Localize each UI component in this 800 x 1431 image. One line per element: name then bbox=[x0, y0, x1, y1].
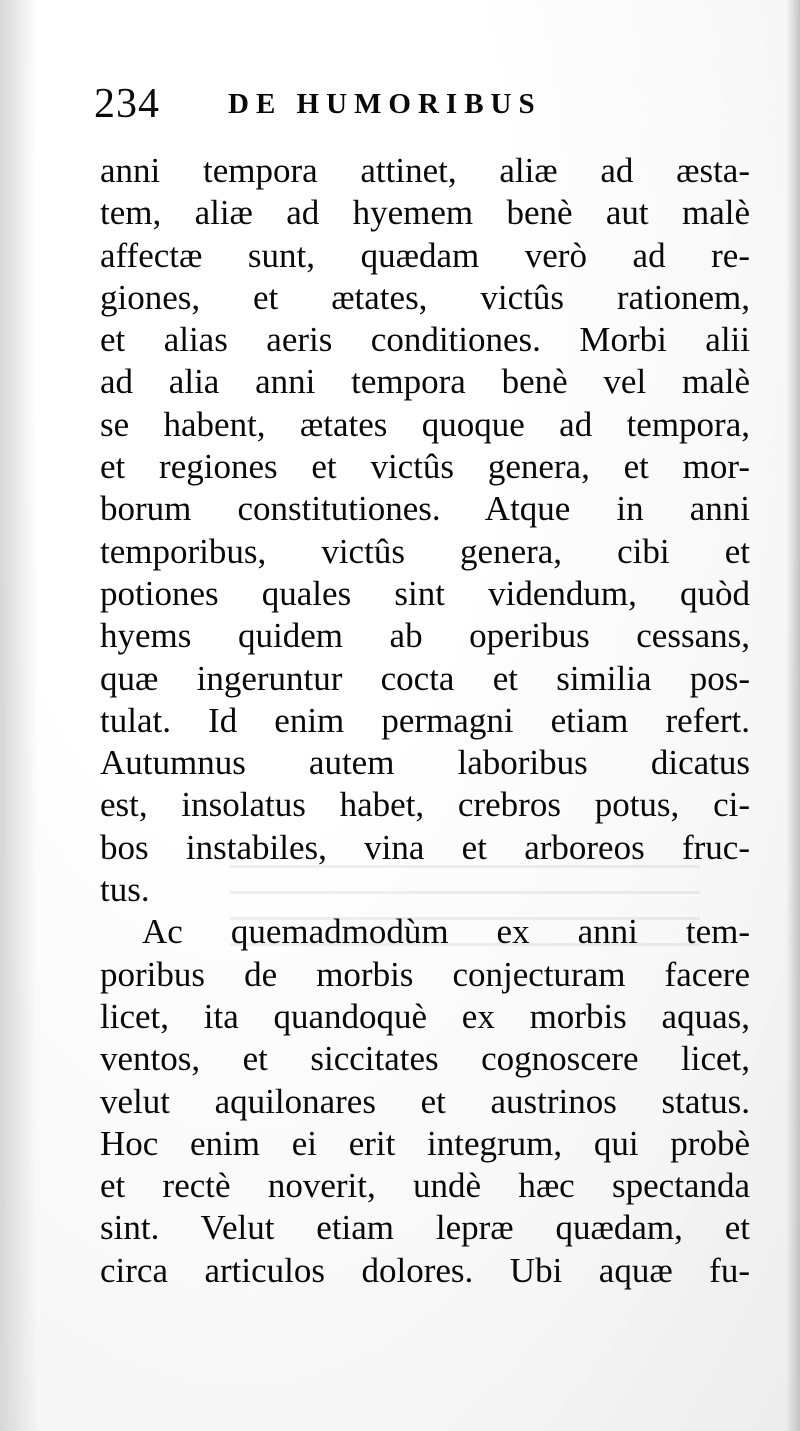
text-line: hyems quidem ab operibus cessans, bbox=[100, 616, 750, 656]
page-edge-shadow bbox=[786, 0, 800, 1431]
text-line: et rectè noverit, undè hæc spectanda bbox=[100, 1166, 750, 1206]
text-line: circa articulos dolores. Ubi aquæ fu- bbox=[100, 1250, 750, 1290]
text-line: tem, aliæ ad hyemem benè aut malè bbox=[100, 193, 750, 233]
text-line: licet, ita quandoquè ex morbis aquas, bbox=[100, 996, 750, 1036]
text-line: quæ ingeruntur cocta et similia pos- bbox=[100, 658, 750, 698]
text-line: giones, et ætates, victûs rationem, bbox=[100, 277, 750, 317]
text-line: sint. Velut etiam lepræ quædam, et bbox=[100, 1208, 750, 1248]
text-line: bos instabiles, vina et arboreos fruc- bbox=[100, 827, 750, 867]
text-line: et regiones et victûs genera, et mor- bbox=[100, 447, 750, 487]
text-line: ventos, et siccitates cognoscere licet, bbox=[100, 1039, 750, 1079]
text-line: affectæ sunt, quædam verò ad re- bbox=[100, 235, 750, 275]
page-gutter-shadow bbox=[0, 0, 38, 1431]
text-line: est, insolatus habet, crebros potus, ci- bbox=[100, 785, 750, 825]
text-line: velut aquilonares et austrinos status. bbox=[100, 1081, 750, 1121]
text-line: ad alia anni tempora benè vel malè bbox=[100, 362, 750, 402]
paragraph-end-line: tus. bbox=[100, 870, 150, 910]
text-line: Hoc enim ei erit integrum, qui probè bbox=[100, 1123, 750, 1163]
page-number: 234 bbox=[94, 81, 160, 127]
text-line: et alias aeris conditiones. Morbi alii bbox=[100, 320, 750, 360]
text-line: Autumnus autem laboribus dicatus bbox=[100, 743, 750, 783]
text-line: tulat. Id enim permagni etiam refert. bbox=[100, 700, 750, 740]
text-line: temporibus, victûs genera, cibi et bbox=[100, 531, 750, 571]
text-line: potiones quales sint videndum, quòd bbox=[100, 573, 750, 613]
text-line: anni tempora attinet, aliæ ad æsta- bbox=[100, 151, 750, 190]
body-text bbox=[100, 150, 750, 1292]
text-line: borum constitutiones. Atque in anni bbox=[100, 489, 750, 529]
text-line: poribus de morbis conjecturam facere bbox=[100, 954, 750, 994]
paragraph-first-line: Ac quemadmodùm ex anni tem- bbox=[142, 912, 750, 952]
text-line: se habent, ætates quoque ad tempora, bbox=[100, 404, 750, 444]
running-title: DE HUMORIBUS bbox=[228, 88, 542, 120]
running-head bbox=[94, 78, 754, 128]
